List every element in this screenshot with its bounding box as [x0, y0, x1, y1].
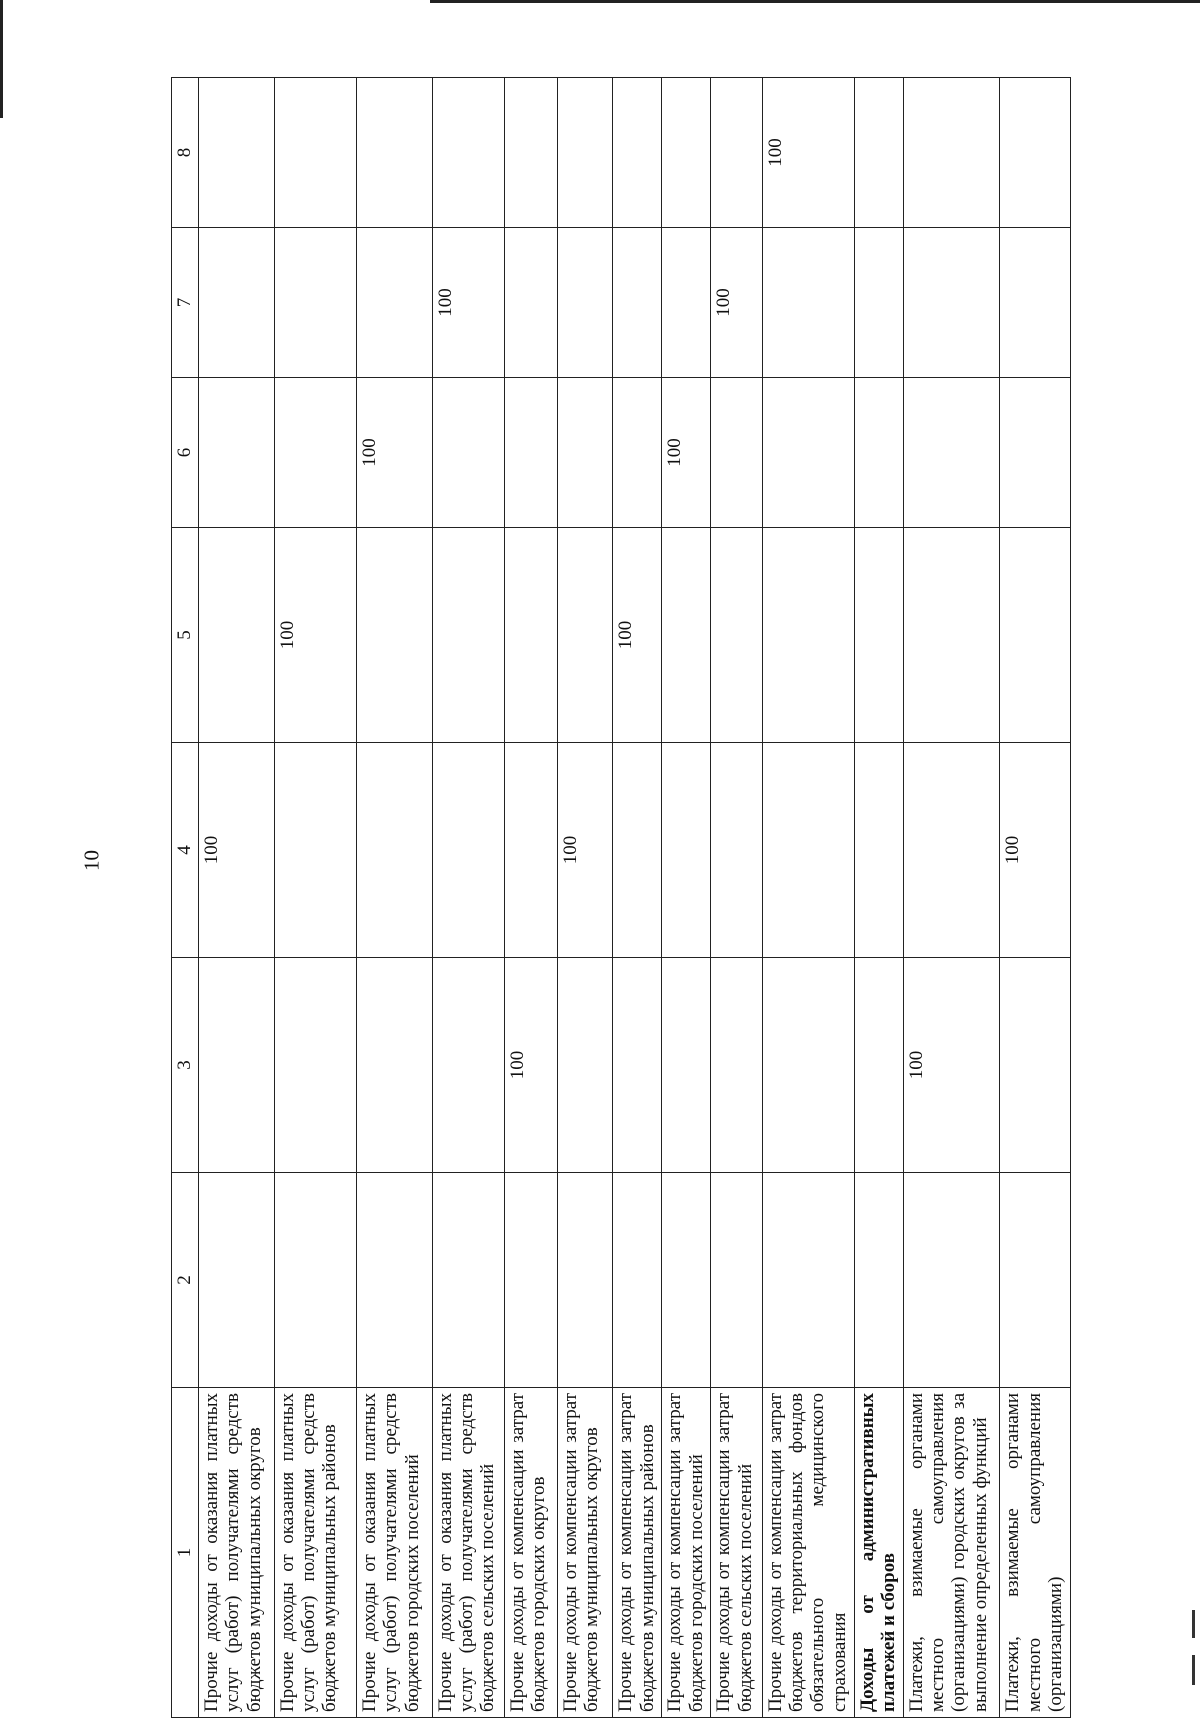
row-description: Прочие доходы от компенсации затрат бюджетов городских округов — [504, 1388, 557, 1718]
percent-cell — [711, 378, 762, 528]
scan-mark — [1192, 1610, 1195, 1638]
percent-cell — [199, 228, 275, 378]
percent-cell — [558, 958, 613, 1173]
percent-cell — [357, 78, 433, 228]
percent-cell — [855, 1173, 904, 1388]
table-row — [662, 78, 711, 1718]
row-description: Платежи, взимаемые органами местного самоуправления (организациями) городских округов за выполнение определенных функций — [903, 1388, 999, 1718]
percent-cell — [662, 958, 711, 1173]
percent-cell — [711, 1173, 762, 1388]
percent-cell — [711, 743, 762, 958]
percent-cell — [762, 743, 854, 958]
row-description: Прочие доходы от оказания платных услуг (работ) получателями средств бюджетов городских поселений — [357, 1388, 433, 1718]
percent-cell: 100 — [357, 378, 433, 528]
percent-cell: 100 — [903, 958, 999, 1173]
percent-cell — [1000, 958, 1071, 1173]
percent-cell — [613, 743, 662, 958]
percent-cell — [711, 528, 762, 743]
row-description: Прочие доходы от компенсации затрат бюджетов сельских поселений — [711, 1388, 762, 1718]
percent-cell — [711, 78, 762, 228]
percent-cell — [357, 958, 433, 1173]
percent-cell — [199, 378, 275, 528]
row-description: Прочие доходы от компенсации затрат бюджетов муниципальных районов — [613, 1388, 662, 1718]
percent-cell — [504, 743, 557, 958]
percent-cell — [903, 1173, 999, 1388]
percent-cell — [432, 78, 504, 228]
percent-cell — [855, 78, 904, 228]
percent-cell — [613, 78, 662, 228]
column-header: 3 — [172, 958, 199, 1173]
percent-cell — [432, 743, 504, 958]
column-header: 6 — [172, 378, 199, 528]
percent-cell — [199, 958, 275, 1173]
percent-cell: 100 — [558, 743, 613, 958]
percent-cell: 100 — [662, 378, 711, 528]
percent-cell — [558, 1173, 613, 1388]
percent-cell: 100 — [1000, 743, 1071, 958]
column-header: 8 — [172, 78, 199, 228]
percent-cell: 100 — [274, 528, 356, 743]
percent-cell — [558, 78, 613, 228]
rotated-table-container — [171, 78, 1071, 1718]
table-row — [199, 78, 275, 1718]
scan-border-top — [430, 0, 1200, 3]
column-header: 5 — [172, 528, 199, 743]
percent-cell — [274, 743, 356, 958]
header-row — [172, 78, 199, 1718]
table-row — [274, 78, 356, 1718]
column-header: 2 — [172, 1173, 199, 1388]
percent-cell — [274, 228, 356, 378]
page-number: 10 — [79, 850, 104, 871]
percent-cell — [558, 378, 613, 528]
percent-cell — [504, 228, 557, 378]
percent-cell — [357, 228, 433, 378]
percent-cell — [903, 528, 999, 743]
percent-cell — [1000, 1173, 1071, 1388]
percent-cell — [199, 1173, 275, 1388]
percent-cell — [903, 78, 999, 228]
percent-cell — [903, 743, 999, 958]
percent-cell — [855, 743, 904, 958]
percent-cell — [662, 228, 711, 378]
percent-cell — [1000, 228, 1071, 378]
percent-cell — [1000, 78, 1071, 228]
percent-cell — [357, 1173, 433, 1388]
table-row — [357, 78, 433, 1718]
percent-cell — [432, 958, 504, 1173]
percent-cell — [613, 228, 662, 378]
percent-cell — [855, 378, 904, 528]
table-row — [1000, 78, 1071, 1718]
row-description: Прочие доходы от компенсации затрат бюджетов территориальных фондов обязательного медицинского страхования — [762, 1388, 854, 1718]
percent-cell — [357, 528, 433, 743]
row-description: Прочие доходы от оказания платных услуг (работ) получателями средств бюджетов муниципальных районов — [274, 1388, 356, 1718]
percent-cell — [662, 78, 711, 228]
percent-cell — [762, 1173, 854, 1388]
percent-cell — [711, 958, 762, 1173]
row-description: Прочие доходы от компенсации затрат бюджетов городских поселений — [662, 1388, 711, 1718]
percent-cell — [504, 78, 557, 228]
table-row — [711, 78, 762, 1718]
percent-cell — [662, 528, 711, 743]
row-description: Доходы от административных платежей и сборов — [855, 1388, 904, 1718]
table-row — [613, 78, 662, 1718]
percent-cell — [504, 1173, 557, 1388]
revenue-distribution-table — [171, 77, 1071, 1718]
percent-cell — [1000, 528, 1071, 743]
percent-cell — [762, 528, 854, 743]
table-row — [762, 78, 854, 1718]
row-description: Прочие доходы от компенсации затрат бюджетов муниципальных округов — [558, 1388, 613, 1718]
percent-cell: 100 — [711, 228, 762, 378]
scan-mark — [1192, 1655, 1195, 1685]
row-description: Платежи, взимаемые органами местного самоуправления (организациями) — [1000, 1388, 1071, 1718]
percent-cell — [274, 958, 356, 1173]
table-body — [199, 78, 1071, 1718]
column-header: 7 — [172, 228, 199, 378]
percent-cell — [432, 378, 504, 528]
percent-cell — [903, 378, 999, 528]
percent-cell: 100 — [199, 743, 275, 958]
percent-cell — [613, 378, 662, 528]
column-header: 1 — [172, 1388, 199, 1718]
table-row — [855, 78, 904, 1718]
percent-cell — [504, 378, 557, 528]
percent-cell — [762, 378, 854, 528]
percent-cell — [199, 78, 275, 228]
percent-cell — [662, 743, 711, 958]
percent-cell — [1000, 378, 1071, 528]
percent-cell — [903, 228, 999, 378]
table-row — [903, 78, 999, 1718]
percent-cell — [855, 228, 904, 378]
percent-cell — [613, 958, 662, 1173]
percent-cell — [762, 228, 854, 378]
percent-cell — [855, 528, 904, 743]
table-row — [558, 78, 613, 1718]
percent-cell — [855, 958, 904, 1173]
table-row — [504, 78, 557, 1718]
table-row — [432, 78, 504, 1718]
percent-cell: 100 — [504, 958, 557, 1173]
column-header: 4 — [172, 743, 199, 958]
percent-cell — [274, 1173, 356, 1388]
percent-cell — [432, 528, 504, 743]
percent-cell — [432, 1173, 504, 1388]
percent-cell — [274, 378, 356, 528]
row-description: Прочие доходы от оказания платных услуг (работ) получателями средств бюджетов сельских поселений — [432, 1388, 504, 1718]
percent-cell — [762, 958, 854, 1173]
percent-cell — [613, 1173, 662, 1388]
percent-cell: 100 — [762, 78, 854, 228]
percent-cell — [662, 1173, 711, 1388]
scan-border-left — [0, 0, 3, 118]
percent-cell: 100 — [432, 228, 504, 378]
percent-cell — [504, 528, 557, 743]
percent-cell — [558, 228, 613, 378]
percent-cell — [558, 528, 613, 743]
percent-cell — [357, 743, 433, 958]
row-description: Прочие доходы от оказания платных услуг (работ) получателями средств бюджетов муниципальных округов — [199, 1388, 275, 1718]
percent-cell: 100 — [613, 528, 662, 743]
percent-cell — [274, 78, 356, 228]
percent-cell — [199, 528, 275, 743]
